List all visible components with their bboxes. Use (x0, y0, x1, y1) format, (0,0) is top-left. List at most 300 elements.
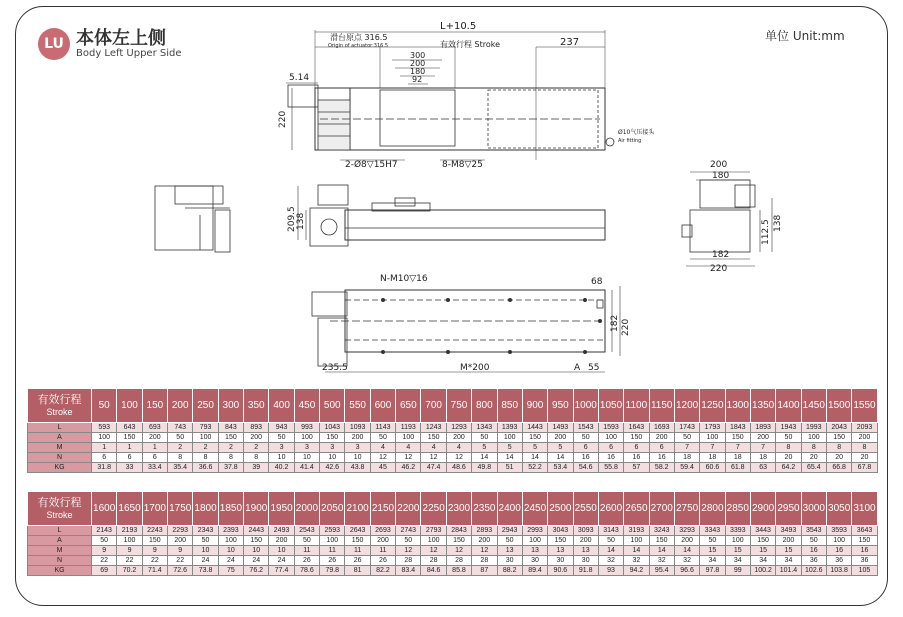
spec-cell: 22 (168, 556, 193, 566)
spec-cell: 8 (826, 443, 851, 453)
spec-cell: 87 (472, 566, 497, 576)
spec-cell: 20 (776, 453, 801, 463)
spec-cell: 22 (92, 556, 117, 566)
spec-cell: 1993 (801, 423, 826, 433)
spec-cell: 150 (117, 433, 142, 443)
spec-cell: 6 (624, 443, 649, 453)
spec-cell: 18 (725, 453, 750, 463)
spec-cell: 200 (649, 433, 674, 443)
spec-cell: 85.8 (446, 566, 471, 576)
spec-cell: 96.6 (674, 566, 699, 576)
spec-cell: 7 (700, 443, 725, 453)
stroke-value: 1250 (700, 389, 725, 423)
spec-cell: 743 (168, 423, 193, 433)
stroke-value: 1050 (598, 389, 623, 423)
spec-cell: 3593 (826, 526, 851, 536)
spec-cell: 60.6 (700, 463, 725, 473)
stroke-value: 800 (472, 389, 497, 423)
spec-cell: 200 (142, 433, 167, 443)
spec-cell: 200 (345, 433, 370, 443)
note-bottom-holes: N-M10▽16 (380, 274, 428, 284)
spec-cell: 3043 (548, 526, 573, 536)
stroke-table-2 (27, 491, 878, 576)
spec-cell: 50 (168, 433, 193, 443)
spec-cell: 4 (370, 443, 395, 453)
spec-cell: 5 (472, 443, 497, 453)
spec-cell: 200 (269, 536, 294, 546)
spec-cell: 12 (421, 453, 446, 463)
stroke-value: 450 (294, 389, 319, 423)
spec-cell: 3393 (725, 526, 750, 536)
spec-cell: 3 (294, 443, 319, 453)
spec-cell: 5 (522, 443, 547, 453)
spec-cell: 200 (573, 536, 598, 546)
dim-M-200: M*200 (460, 363, 490, 373)
spec-cell: 49.8 (472, 463, 497, 473)
stroke-value: 2600 (598, 492, 623, 526)
spec-cell: 1493 (548, 423, 573, 433)
spec-cell: 103.8 (826, 566, 851, 576)
spec-row (28, 433, 878, 443)
stroke-label-cn: 有效行程 (37, 393, 82, 406)
spec-cell: 34 (750, 556, 775, 566)
spec-cell: 100 (421, 536, 446, 546)
spec-cell: 3243 (649, 526, 674, 536)
row-label: KG (28, 463, 92, 473)
note-origin-en: Origin of actuator:316.5 (328, 43, 389, 49)
stroke-value: 400 (269, 389, 294, 423)
row-label: A (28, 536, 92, 546)
spec-cell: 48.6 (446, 463, 471, 473)
stroke-value: 1550 (852, 389, 877, 423)
spec-cell: 70.2 (117, 566, 142, 576)
spec-cell: 28 (396, 556, 421, 566)
spec-cell: 82.2 (370, 566, 395, 576)
spec-cell: 1343 (472, 423, 497, 433)
spec-cell: 3293 (674, 526, 699, 536)
spec-cell: 66.8 (826, 463, 851, 473)
spec-cell: 1893 (750, 423, 775, 433)
spec-cell: 1443 (522, 423, 547, 433)
spec-cell: 6 (92, 453, 117, 463)
spec-cell: 8 (801, 443, 826, 453)
dim-L-plus: L+10.5 (440, 21, 477, 32)
note-origin: 滑台原点 316.5 (330, 33, 388, 42)
spec-cell: 13 (497, 546, 522, 556)
spec-cell: 3493 (776, 526, 801, 536)
spec-cell: 7 (674, 443, 699, 453)
dim-220: 220 (278, 110, 288, 128)
stroke-value: 1750 (168, 492, 193, 526)
spec-cell: 32 (649, 556, 674, 566)
spec-cell: 26 (320, 556, 345, 566)
spec-cell: 24 (218, 556, 243, 566)
spec-cell: 1 (142, 443, 167, 453)
side-view (298, 185, 605, 246)
stroke-value: 2150 (370, 492, 395, 526)
spec-cell: 11 (345, 546, 370, 556)
dim-200-end: 200 (710, 160, 728, 170)
spec-cell: 150 (725, 433, 750, 443)
spec-cell: 36 (826, 556, 851, 566)
spec-cell: 45 (370, 463, 395, 473)
stroke-value: 1850 (218, 492, 243, 526)
spec-cell: 57 (624, 463, 649, 473)
spec-cell: 36.6 (193, 463, 218, 473)
spec-cell: 150 (649, 536, 674, 546)
section-title: 本体左上侧 (76, 27, 166, 49)
spec-cell: 79.8 (320, 566, 345, 576)
spec-cell: 16 (801, 546, 826, 556)
spec-cell: 50 (92, 536, 117, 546)
stroke-value: 500 (320, 389, 345, 423)
spec-cell: 10 (269, 453, 294, 463)
spec-cell: 11 (320, 546, 345, 556)
spec-cell: 34 (776, 556, 801, 566)
spec-cell: 14 (497, 453, 522, 463)
spec-row (28, 423, 878, 433)
stroke-value: 3050 (826, 492, 851, 526)
dim-55: 55 (588, 363, 600, 373)
spec-cell: 77.4 (269, 566, 294, 576)
spec-cell: 1643 (624, 423, 649, 433)
spec-cell: 89.4 (522, 566, 547, 576)
spec-cell: 150 (345, 536, 370, 546)
spec-cell: 1543 (573, 423, 598, 433)
spec-cell: 11 (370, 546, 395, 556)
spec-cell: 2 (218, 443, 243, 453)
spec-cell: 43.8 (345, 463, 370, 473)
spec-cell: 54.6 (573, 463, 598, 473)
stroke-value: 600 (370, 389, 395, 423)
note-air-en: Air fitting (618, 138, 642, 144)
stroke-label-en: Stroke (46, 509, 73, 520)
spec-cell: 6 (649, 443, 674, 453)
spec-cell: 1293 (446, 423, 471, 433)
spec-cell: 8 (168, 453, 193, 463)
stroke-value: 2350 (472, 492, 497, 526)
spec-cell: 3443 (750, 526, 775, 536)
stroke-value: 2300 (446, 492, 471, 526)
row-label: KG (28, 566, 92, 576)
spec-row (28, 443, 878, 453)
spec-cell: 2 (168, 443, 193, 453)
note-screw-holes: 8-M8▽25 (442, 160, 483, 170)
spec-cell: 7 (725, 443, 750, 453)
dim-138-side: 138 (296, 212, 306, 230)
spec-cell: 22 (117, 556, 142, 566)
spec-cell: 2843 (446, 526, 471, 536)
spec-cell: 12 (421, 546, 446, 556)
spec-cell: 12 (396, 546, 421, 556)
spec-cell: 100 (193, 433, 218, 443)
spec-cell: 100 (218, 536, 243, 546)
spec-cell: 2993 (522, 526, 547, 536)
stroke-value: 2400 (497, 492, 522, 526)
spec-cell: 2043 (826, 423, 851, 433)
spec-cell: 88.2 (497, 566, 522, 576)
spec-cell: 50 (598, 536, 623, 546)
spec-cell: 28 (472, 556, 497, 566)
dim-209-5: 209.5 (287, 206, 297, 232)
spec-cell: 15 (700, 546, 725, 556)
stroke-header-row (28, 492, 878, 526)
spec-cell: 14 (649, 546, 674, 556)
spec-cell: 93 (598, 566, 623, 576)
spec-row (28, 536, 878, 546)
spec-cell: 24 (193, 556, 218, 566)
row-label: M (28, 443, 92, 453)
row-label: N (28, 556, 92, 566)
stroke-value: 1000 (573, 389, 598, 423)
spec-cell: 100 (801, 433, 826, 443)
spec-cell: 14 (624, 546, 649, 556)
stroke-value: 300 (218, 389, 243, 423)
spec-row (28, 546, 878, 556)
spec-cell: 9 (92, 546, 117, 556)
spec-cell: 26 (370, 556, 395, 566)
stroke-value: 1350 (750, 389, 775, 423)
spec-cell: 58.2 (649, 463, 674, 473)
dim-112-5: 112.5 (761, 219, 771, 245)
spec-cell: 20 (801, 453, 826, 463)
row-label: A (28, 433, 92, 443)
spec-cell: 15 (776, 546, 801, 556)
spec-cell: 1 (92, 443, 117, 453)
stroke-value: 2850 (725, 492, 750, 526)
spec-cell: 3 (345, 443, 370, 453)
spec-cell: 50 (497, 536, 522, 546)
spec-cell: 3543 (801, 526, 826, 536)
unit-label: 单位 Unit:mm (765, 29, 845, 43)
spec-cell: 14 (548, 453, 573, 463)
spec-cell: 15 (750, 546, 775, 556)
spec-cell: 100.2 (750, 566, 775, 576)
spec-cell: 1143 (370, 423, 395, 433)
spec-cell: 150 (852, 536, 877, 546)
spec-cell: 34 (725, 556, 750, 566)
dim-5-14: 5.14 (289, 73, 310, 83)
spec-cell: 3193 (624, 526, 649, 536)
spec-cell: 72.6 (168, 566, 193, 576)
spec-cell: 22 (142, 556, 167, 566)
spec-cell: 32 (624, 556, 649, 566)
spec-cell: 200 (446, 433, 471, 443)
spec-row (28, 556, 878, 566)
spec-cell: 693 (142, 423, 167, 433)
spec-cell: 150 (244, 536, 269, 546)
stroke-value: 1900 (244, 492, 269, 526)
spec-cell: 5 (548, 443, 573, 453)
stroke-value: 1650 (117, 492, 142, 526)
stroke-value: 1300 (725, 389, 750, 423)
spec-cell: 4 (446, 443, 471, 453)
spec-cell: 33 (117, 463, 142, 473)
spec-cell: 1693 (649, 423, 674, 433)
spec-cell: 50 (269, 433, 294, 443)
stroke-value: 2450 (522, 492, 547, 526)
spec-cell: 2293 (168, 526, 193, 536)
dim-68: 68 (591, 277, 603, 287)
spec-cell: 14 (472, 453, 497, 463)
bottom-view (312, 286, 620, 372)
dim-180-end: 180 (712, 171, 730, 181)
stroke-value: 1950 (269, 492, 294, 526)
stroke-value: 1700 (142, 492, 167, 526)
spec-cell: 13 (522, 546, 547, 556)
spec-cell: 50 (801, 536, 826, 546)
spec-cell: 47.4 (421, 463, 446, 473)
spec-cell: 2593 (320, 526, 345, 536)
spec-cell: 12 (472, 546, 497, 556)
spec-cell: 100 (598, 433, 623, 443)
spec-cell: 2 (244, 443, 269, 453)
spec-cell: 14 (674, 546, 699, 556)
spec-cell: 643 (117, 423, 142, 433)
spec-cell: 2143 (92, 526, 117, 536)
spec-cell: 8 (852, 443, 877, 453)
spec-cell: 59.4 (674, 463, 699, 473)
spec-cell: 15 (725, 546, 750, 556)
stroke-header-row (28, 389, 878, 423)
spec-cell: 2393 (218, 526, 243, 536)
spec-cell: 101.4 (776, 566, 801, 576)
dim-182-bottom: 182 (610, 314, 620, 332)
spec-cell: 36 (852, 556, 877, 566)
spec-cell: 33.4 (142, 463, 167, 473)
spec-cell: 200 (370, 536, 395, 546)
stroke-value: 2250 (421, 492, 446, 526)
spec-cell: 1393 (497, 423, 522, 433)
section-subtitle: Body Left Upper Side (76, 48, 182, 60)
note-air: Ø10气压接头 (618, 129, 655, 136)
spec-cell: 84.6 (421, 566, 446, 576)
top-view (286, 30, 614, 160)
spec-cell: 10 (269, 546, 294, 556)
spec-cell: 2643 (345, 526, 370, 536)
row-label: M (28, 546, 92, 556)
spec-cell: 12 (370, 453, 395, 463)
spec-cell: 46.2 (396, 463, 421, 473)
spec-cell: 1093 (345, 423, 370, 433)
stroke-value: 150 (142, 389, 167, 423)
dim-A: A (574, 363, 581, 373)
stroke-value: 1450 (801, 389, 826, 423)
spec-cell: 200 (548, 433, 573, 443)
dim-300: 300 (410, 51, 426, 60)
stroke-value: 750 (446, 389, 471, 423)
dim-92: 92 (412, 75, 423, 84)
spec-cell: 6 (117, 453, 142, 463)
spec-cell: 32 (598, 556, 623, 566)
spec-cell: 11 (294, 546, 319, 556)
spec-cell: 1 (117, 443, 142, 453)
spec-cell: 75 (218, 566, 243, 576)
spec-cell: 34 (700, 556, 725, 566)
spec-cell: 31.8 (92, 463, 117, 473)
spec-cell: 50 (472, 433, 497, 443)
stroke-value: 650 (396, 389, 421, 423)
row-label: N (28, 453, 92, 463)
spec-cell: 150 (320, 433, 345, 443)
spec-cell: 1843 (725, 423, 750, 433)
spec-cell: 6 (598, 443, 623, 453)
spec-cell: 4 (396, 443, 421, 453)
spec-cell: 100 (700, 433, 725, 443)
stroke-label-en: Stroke (46, 406, 73, 417)
spec-cell: 2193 (117, 526, 142, 536)
stroke-value: 2050 (320, 492, 345, 526)
spec-cell: 2693 (370, 526, 395, 536)
stroke-value: 2000 (294, 492, 319, 526)
spec-cell: 42.6 (320, 463, 345, 473)
spec-cell: 100 (92, 433, 117, 443)
stroke-value: 100 (117, 389, 142, 423)
spec-cell: 16 (573, 453, 598, 463)
spec-cell: 1043 (320, 423, 345, 433)
spec-cell: 150 (750, 536, 775, 546)
spec-cell: 150 (522, 433, 547, 443)
spec-cell: 18 (750, 453, 775, 463)
spec-cell: 200 (852, 433, 877, 443)
spec-cell: 10 (320, 453, 345, 463)
spec-cell: 893 (244, 423, 269, 433)
stroke-value: 1800 (193, 492, 218, 526)
spec-cell: 200 (472, 536, 497, 546)
dim-220-bottom: 220 (621, 318, 631, 336)
left-end-view (155, 186, 230, 252)
spec-cell: 3 (320, 443, 345, 453)
spec-cell: 593 (92, 423, 117, 433)
dim-235-5: 235.5 (322, 363, 348, 373)
spec-cell: 50 (294, 536, 319, 546)
stroke-value: 50 (92, 389, 117, 423)
spec-cell: 65.4 (801, 463, 826, 473)
stroke-value: 2200 (396, 492, 421, 526)
spec-cell: 2343 (193, 526, 218, 536)
spec-cell: 150 (218, 433, 243, 443)
spec-cell: 1193 (396, 423, 421, 433)
stroke-value: 1600 (92, 492, 117, 526)
spec-cell: 100 (294, 433, 319, 443)
spec-row (28, 526, 878, 536)
spec-cell: 32 (674, 556, 699, 566)
spec-cell: 30 (573, 556, 598, 566)
note-pin-holes: 2-Ø8▽15H7 (345, 160, 398, 170)
spec-cell: 150 (142, 536, 167, 546)
spec-cell: 2743 (396, 526, 421, 536)
spec-cell: 200 (168, 536, 193, 546)
spec-cell: 200 (674, 536, 699, 546)
spec-cell: 2793 (421, 526, 446, 536)
spec-cell: 94.2 (624, 566, 649, 576)
spec-cell: 50 (573, 433, 598, 443)
spec-cell: 8 (244, 453, 269, 463)
spec-cell: 2443 (244, 526, 269, 536)
spec-cell: 67.8 (852, 463, 877, 473)
spec-cell: 39 (244, 463, 269, 473)
spec-cell: 2493 (269, 526, 294, 536)
spec-cell: 8 (776, 443, 801, 453)
spec-row (28, 566, 878, 576)
spec-cell: 35.4 (168, 463, 193, 473)
spec-cell: 26 (294, 556, 319, 566)
spec-cell: 100 (320, 536, 345, 546)
spec-cell: 14 (598, 546, 623, 556)
stroke-value: 850 (497, 389, 522, 423)
spec-cell: 30 (548, 556, 573, 566)
spec-cell: 843 (218, 423, 243, 433)
